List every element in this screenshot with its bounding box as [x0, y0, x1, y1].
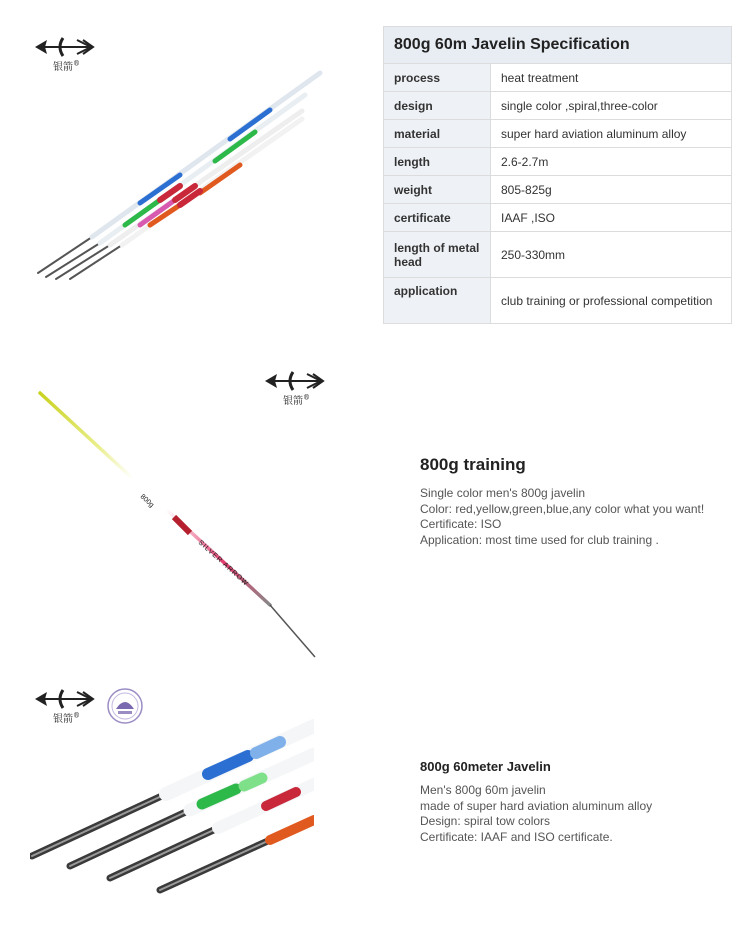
- spec-value: heat treatment: [491, 64, 732, 92]
- reg-mark: ®: [303, 393, 310, 402]
- spec-value: IAAF ,ISO: [491, 204, 732, 232]
- spec-table-title: 800g 60m Javelin Specification: [384, 27, 732, 64]
- spec-key: length: [384, 148, 491, 176]
- table-row: [384, 92, 732, 120]
- description-line: Color: red,yellow,green,blue,any color what you want!: [420, 501, 705, 516]
- spec-value: 805-825g: [491, 176, 732, 204]
- description-line: Men's 800g 60m javelin: [420, 783, 546, 797]
- description-line: Single color men's 800g javelin: [420, 486, 586, 500]
- javelin-60m-title: 800g 60meter Javelin: [420, 759, 551, 774]
- logo-text: 银箭: [283, 396, 303, 407]
- table-row: [384, 120, 732, 148]
- description-line: Design: spiral tow colors: [420, 814, 551, 828]
- table-row: [384, 278, 732, 324]
- spec-key: process: [384, 64, 491, 92]
- spec-value: 2.6-2.7m: [491, 148, 732, 176]
- table-row: [384, 204, 732, 232]
- spec-value: 250-330mm: [491, 232, 732, 278]
- javelin-weight-mark: 800g: [138, 493, 155, 509]
- reg-mark: ®: [73, 59, 80, 68]
- table-row: [384, 64, 732, 92]
- description-line: made of super hard aviation aluminum alloy: [420, 798, 653, 813]
- single-javelin-image: [30, 385, 330, 665]
- spec-key: design: [384, 92, 491, 120]
- description-line: Certificate: ISO: [420, 517, 502, 531]
- spec-key: material: [384, 120, 491, 148]
- javelin-brand-label: SILVER ARROW: [196, 539, 250, 588]
- arrow-logo-icon: [33, 36, 95, 58]
- spec-key: length of metal head: [384, 232, 491, 278]
- table-row: [384, 148, 732, 176]
- training-title: 800g training: [420, 455, 526, 474]
- spec-value: super hard aviation aluminum alloy: [491, 120, 732, 148]
- spec-table: [383, 26, 732, 324]
- javelin-tips-image: [30, 718, 314, 900]
- spec-value: club training or professional competition: [491, 278, 732, 324]
- description-line: Certificate: IAAF and ISO certificate.: [420, 829, 613, 844]
- table-row: [384, 232, 732, 278]
- spec-key: certificate: [384, 204, 491, 232]
- spec-key: weight: [384, 176, 491, 204]
- training-description: [420, 486, 740, 548]
- javelin-60m-description: [420, 783, 740, 845]
- reg-mark: ®: [73, 711, 80, 720]
- logo-text: 银箭: [53, 62, 73, 73]
- spec-value: single color ,spiral,three-color: [491, 92, 732, 120]
- table-row: [384, 176, 732, 204]
- logo-text: 银箭: [53, 714, 73, 725]
- javelin-bundle-image: [30, 65, 330, 285]
- description-line: Application: most time used for club training .: [420, 532, 659, 547]
- spec-key: application: [384, 278, 491, 324]
- arrow-logo-icon: [33, 688, 95, 710]
